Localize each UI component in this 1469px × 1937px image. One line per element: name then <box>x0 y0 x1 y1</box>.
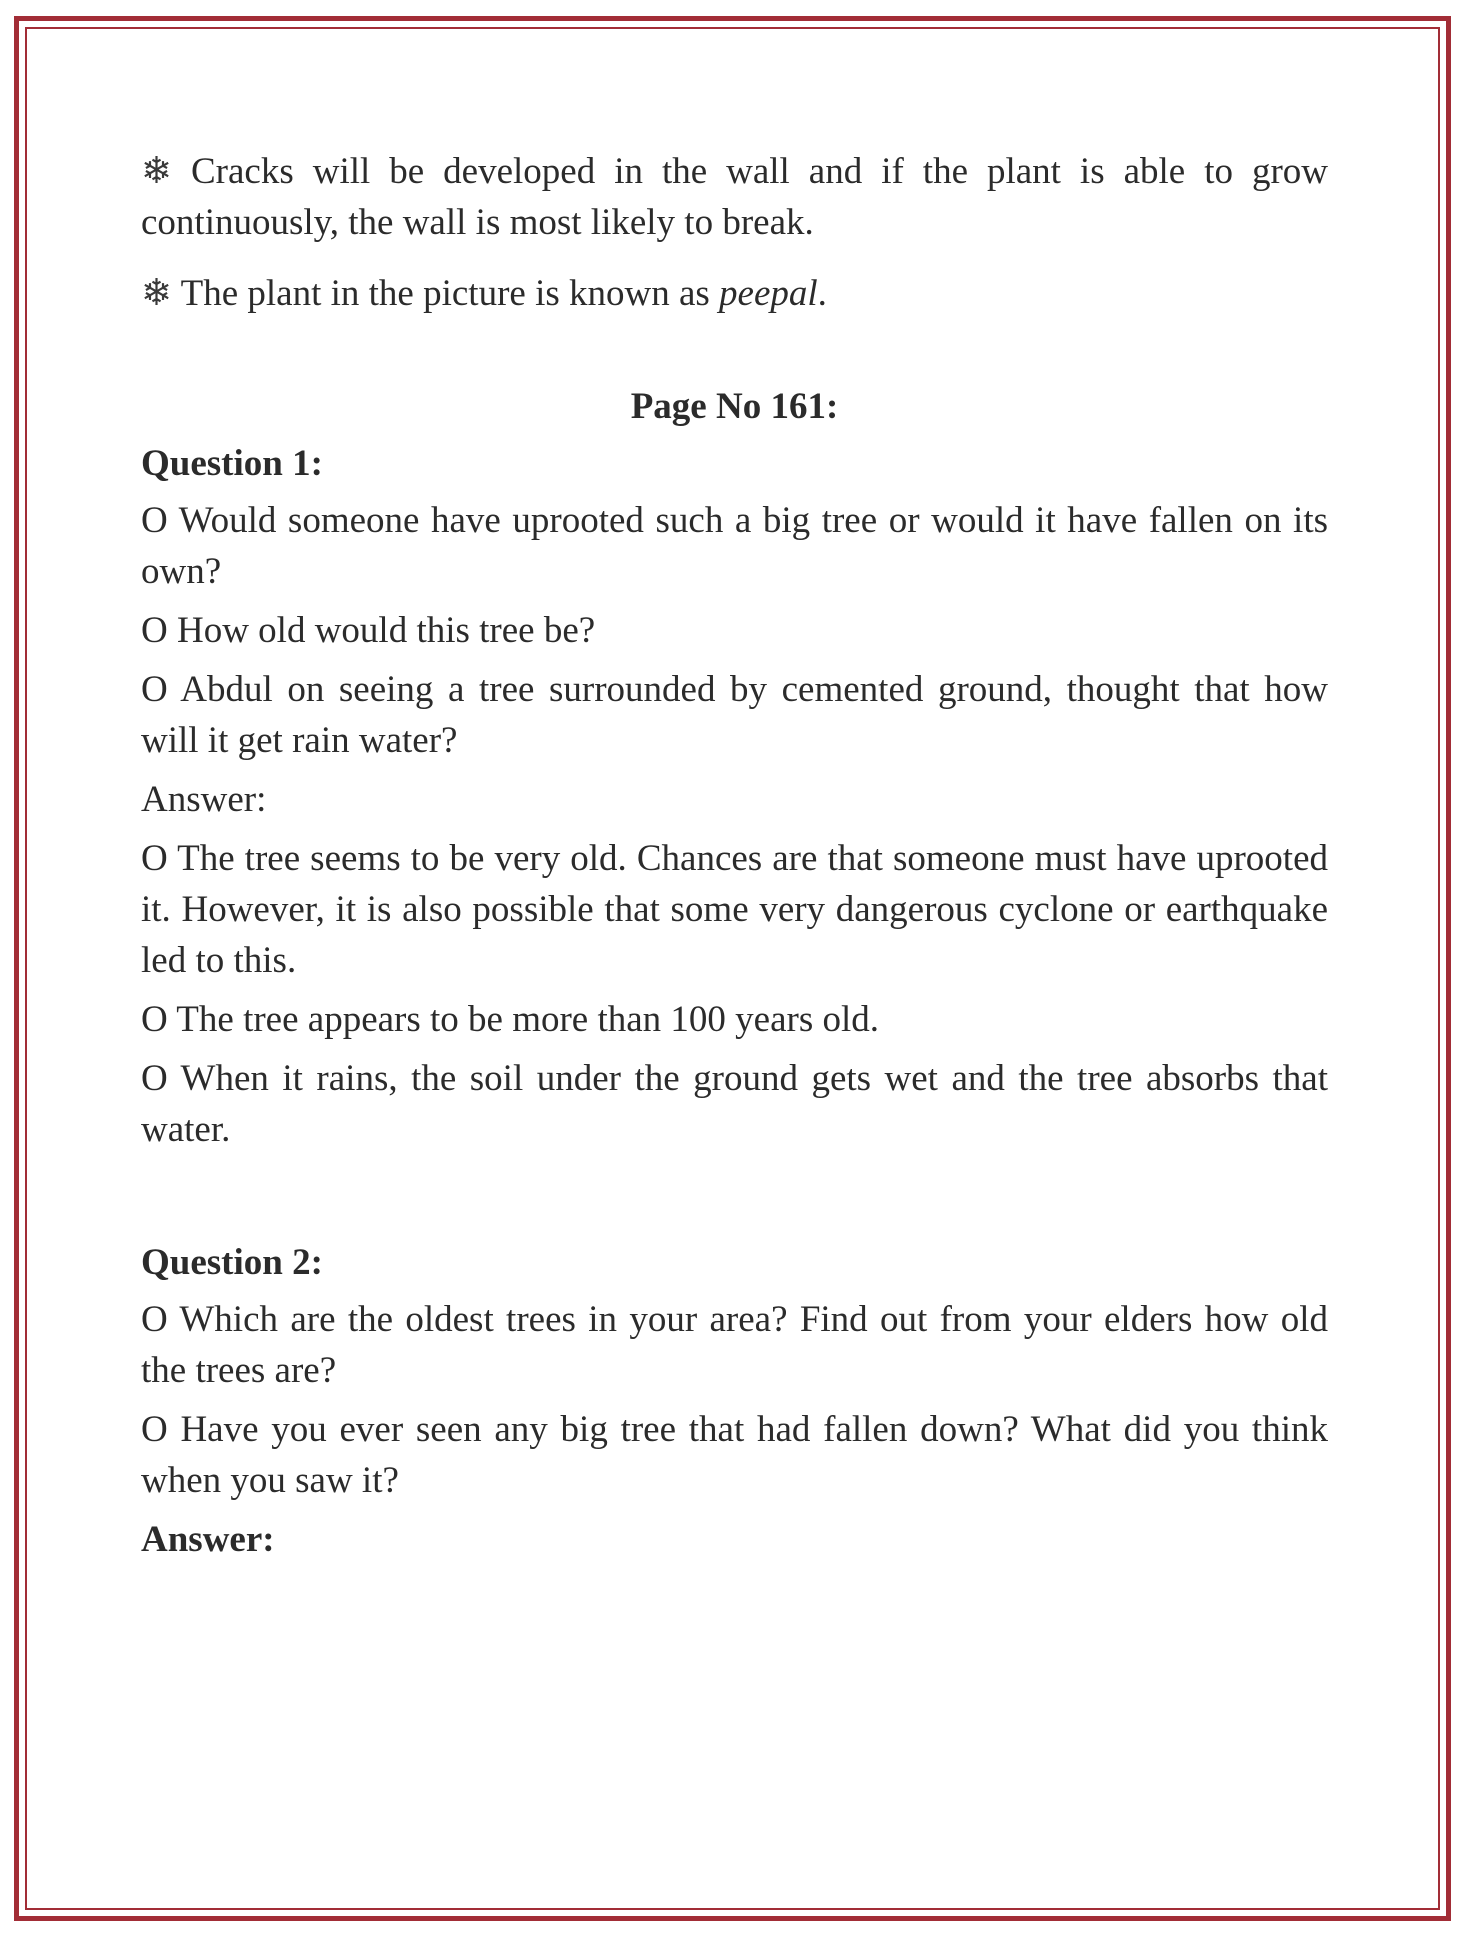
snowflake-icon: ❄ <box>141 151 173 192</box>
question-1-item: O Would someone have uprooted such a big tree or would it have fallen on its own? <box>141 500 1328 592</box>
answer-item: O The tree seems to be very old. Chances are that someone must have uprooted it. However, it is also possible that some very dangerous cyclone or earthquake led to this. <box>141 838 1328 981</box>
point-text: Cracks will be developed in the wall and if the plant is able to grow continuously, the wall is most likely to break. <box>141 151 1328 243</box>
point-text: The plant in the picture is known as <box>180 273 720 314</box>
question-1-item: O Abdul on seeing a tree surrounded by cemented ground, thought that how will it get rain water? <box>141 669 1328 761</box>
question-2-title: Question 2: <box>141 1242 323 1283</box>
answer-label-bold: Answer: <box>141 1519 275 1560</box>
snowflake-point-peepal <box>141 268 1328 319</box>
answer-label: Answer: <box>141 779 267 820</box>
page-number-heading: Page No 161: <box>630 386 839 427</box>
snowflake-icon: ❄ <box>141 273 173 314</box>
point-text-end: . <box>817 273 827 314</box>
question-1-title: Question 1: <box>141 443 323 484</box>
page-content <box>141 146 1328 1565</box>
answer-item: O When it rains, the soil under the ground gets wet and the tree absorbs that water. <box>141 1058 1328 1150</box>
question-2-item: O Which are the oldest trees in your area? Find out from your elders how old the trees are? <box>141 1299 1328 1391</box>
question-1-item: O How old would this tree be? <box>141 610 596 651</box>
plant-name: peepal <box>719 273 818 314</box>
question-2-item: O Have you ever seen any big tree that had fallen down? What did you think when you saw it? <box>141 1409 1328 1501</box>
snowflake-point-cracks <box>141 146 1328 248</box>
answer-item: O The tree appears to be more than 100 years old. <box>141 999 880 1040</box>
